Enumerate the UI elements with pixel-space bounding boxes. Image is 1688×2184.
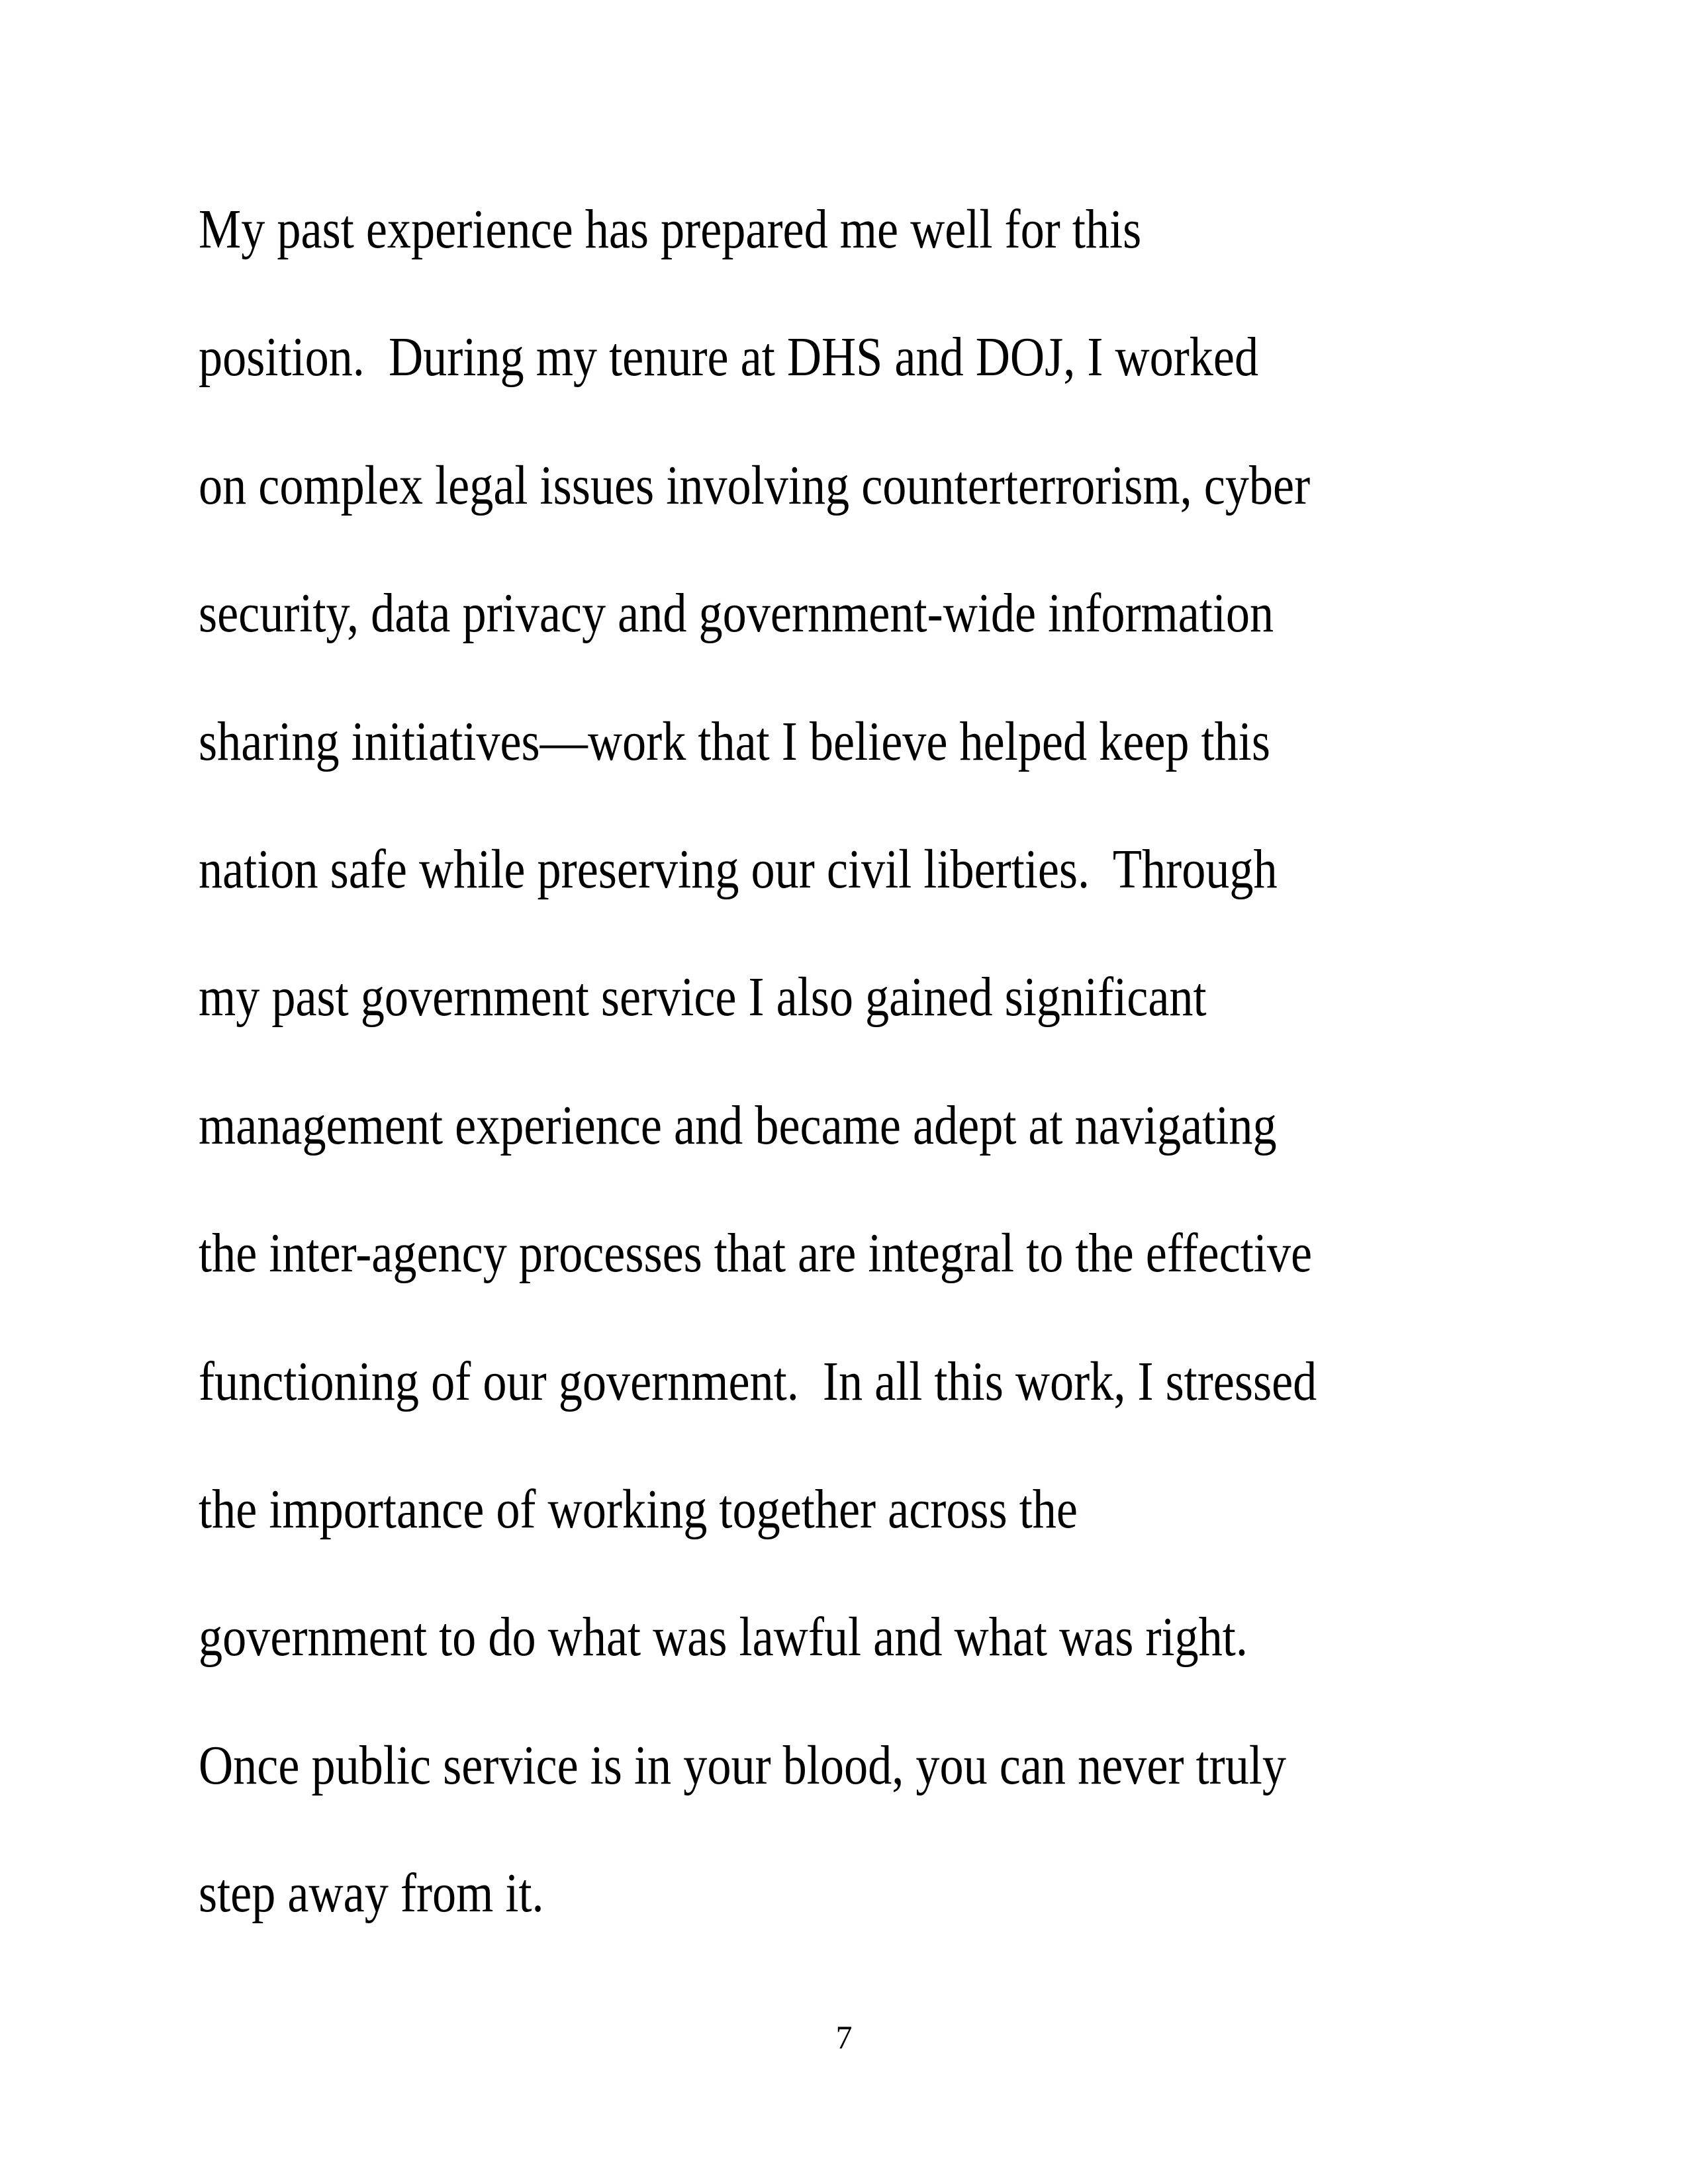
text-line: nation safe while preserving our civil liberties. Through (199, 839, 1278, 901)
text-line: my past government service I also gained significant (199, 966, 1207, 1028)
text-line: security, data privacy and government-wide information (199, 582, 1274, 645)
text-line: government to do what was lawful and what was right. (199, 1606, 1248, 1668)
text-line: on complex legal issues involving counterterrorism, cyber (199, 454, 1311, 516)
text-line: step away from it. (199, 1862, 544, 1925)
text-line: the importance of working together across the (199, 1479, 1078, 1541)
page-number: 7 (835, 2019, 853, 2056)
text-line: the inter-agency processes that are integral to the effective (199, 1222, 1313, 1285)
text-line: My past experience has prepared me well for this (199, 199, 1142, 260)
body-text (199, 165, 1648, 1958)
text-line: management experience and became adept at navigating (199, 1094, 1277, 1156)
text-line: position. During my tenure at DHS and DOJ, I worked (199, 326, 1259, 388)
text-line: functioning of our government. In all this work, I stressed (199, 1350, 1317, 1412)
text-line: sharing initiatives—work that I believe helped keep this (199, 710, 1270, 772)
text-line: Once public service is in your blood, you can never truly (199, 1734, 1287, 1796)
